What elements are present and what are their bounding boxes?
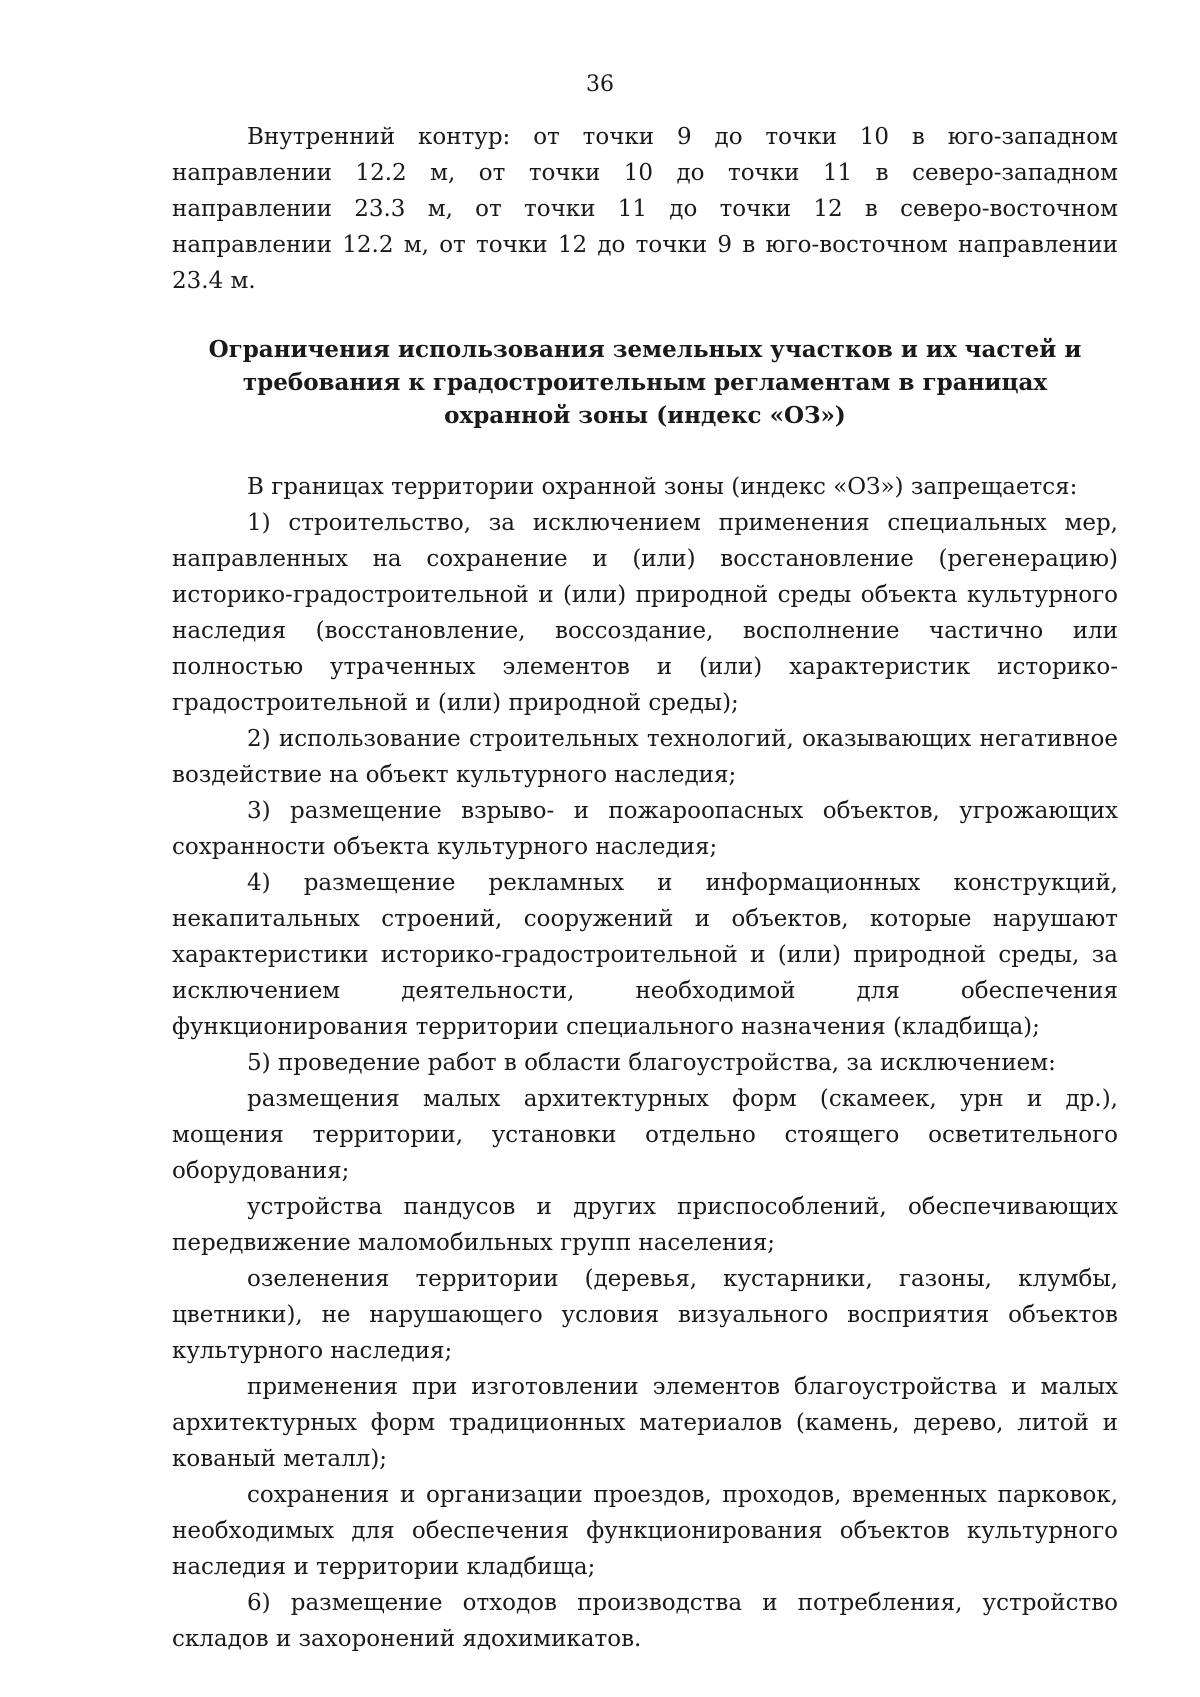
section-heading — [172, 333, 1118, 432]
prohibition-item-1: 1) строительство, за исключением применения специальных мер, направленных на сохранение и (или) восстановление (регенерацию) историко-градостроительной и (или) природной среды объекта культурного наследия (восстановление, воссоздание, восполнение частично или полностью утраченных элементов и (или) характеристик историко-градостроительной и (или) природной среды); — [172, 510, 1118, 716]
heading-line: требования к градостроительным регламентам в границах — [242, 369, 1048, 396]
exception-driveways: сохранения и организации проездов, проходов, временных парковок, необходимых для обеспечения функционирования объектов культурного наследия и территории кладбища; — [172, 1482, 1118, 1580]
prohibition-item-6: 6) размещение отходов производства и потребления, устройство складов и захоронений ядохимикатов. — [172, 1590, 1118, 1652]
exception-greenery: озеленения территории (деревья, кустарники, газоны, клумбы, цветники), не нарушающего условия визуального восприятия объектов культурного наследия; — [172, 1266, 1118, 1364]
prohibition-intro: В границах территории охранной зоны (индекс «ОЗ») запрещается: — [247, 474, 1078, 500]
heading-line: Ограничения использования земельных участков и их частей и — [208, 336, 1082, 363]
prohibition-item-3: 3) размещение взрыво- и пожароопасных объектов, угрожающих сохранности объекта культурного наследия; — [172, 798, 1118, 860]
intro-paragraph: Внутренний контур: от точки 9 до точки 10 в юго-западном направлении 12.2 м, от точки 10 до точки 11 в северо-западном направлении 23.3 м, от точки 11 до точки 12 в северо-восточном направлении 12.2 м, от точки 12 до точки 9 в юго-восточном направлении 23.4 м. — [172, 124, 1118, 294]
prohibition-item-2: 2) использование строительных технологий, оказывающих негативное воздействие на объект культурного наследия; — [172, 726, 1118, 788]
heading-line: охранной зоны (индекс «ОЗ») — [444, 402, 846, 429]
exception-small-forms: размещения малых архитектурных форм (скамеек, урн и др.), мощения территории, установки отдельно стоящего осветительного оборудования; — [172, 1086, 1118, 1184]
document-body — [172, 119, 1118, 1657]
exception-ramps: устройства пандусов и других приспособлений, обеспечивающих передвижение маломобильных групп населения; — [172, 1194, 1118, 1256]
prohibition-item-5: 5) проведение работ в области благоустройства, за исключением: — [247, 1050, 1056, 1076]
prohibition-item-4: 4) размещение рекламных и информационных конструкций, некапитальных строений, сооружений и объектов, которые нарушают характеристики историко-градостроительной и (или) природной среды, за исключением деятельности, необходимой для обеспечения функционирования территории специального назначения (кладбища); — [172, 870, 1118, 1040]
page-number: 36 — [586, 72, 614, 97]
exception-materials: применения при изготовлении элементов благоустройства и малых архитектурных форм традиционных материалов (камень, дерево, литой и кованый металл); — [172, 1374, 1118, 1472]
